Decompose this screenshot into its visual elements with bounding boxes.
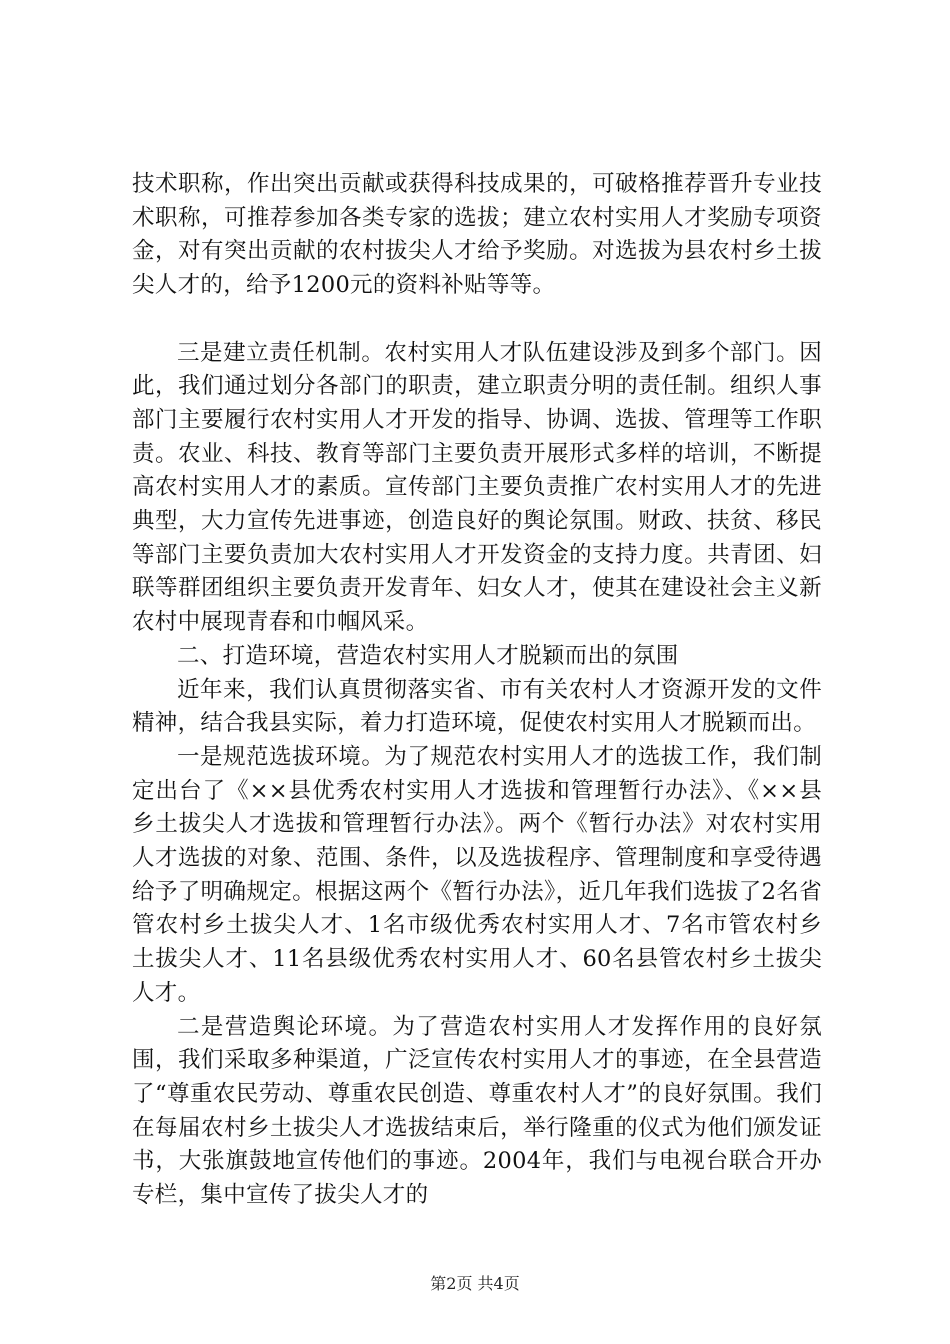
paragraph-continued: 技术职称，作出突出贡献或获得科技成果的，可破格推荐晋升专业技术职称，可推荐参加各类专家的选拔；建立农村实用人才奖励专项资金，对有突出贡献的农村拔尖人才给予奖励。对选拔为县农村乡土拔尖人才的，给予1200元的资料补贴等等。 <box>132 171 822 299</box>
document-body <box>132 168 822 1213</box>
section-heading: 二、打造环境，营造农村实用人才脱颖而出的氛围 <box>177 642 679 669</box>
paragraph-responsibility-mechanism: 三是建立责任机制。农村实用人才队伍建设涉及到多个部门。因此，我们通过划分各部门的职责，建立职责分明的责任制。组织人事部门主要履行农村实用人才开发的指导、协调、选拔、管理等工作职责。农业、科技、教育等部门主要负责开展形式多样的培训，不断提高农村实用人才的素质。宣传部门主要负责推广农村实用人才的先进典型，大力宣传先进事迹，创造良好的舆论氛围。财政、扶贫、移民等部门主要负责加大农村实用人才开发资金的支持力度。共青团、妇联等群团组织主要负责开发青年、妇女人才，使其在建设社会主义新农村中展现青春和巾帼风采。 <box>132 339 822 636</box>
page-number-footer: 第2页 共4页 <box>430 1274 520 1293</box>
paragraph-intro: 近年来，我们认真贯彻落实省、市有关农村人才资源开发的文件精神，结合我县实际，着力打造环境，促使农村实用人才脱颖而出。 <box>132 676 822 737</box>
paragraph-public-opinion-environment: 二是营造舆论环境。为了营造农村实用人才发挥作用的良好氛围，我们采取多种渠道，广泛宣传农村实用人才的事迹，在全县营造了“尊重农民劳动、尊重农民创造、尊重农村人才”的良好氛围。我们在每届农村乡土拔尖人才选拔结束后，举行隆重的仪式为他们颁发证书，大张旗鼓地宣传他们的事迹。2004年，我们与电视台联合开办专栏，集中宣传了拔尖人才的 <box>132 1013 822 1209</box>
paragraph-selection-environment: 一是规范选拔环境。为了规范农村实用人才的选拔工作，我们制定出台了《××县优秀农村实用人才选拔和管理暂行办法》、《××县乡土拔尖人才选拔和管理暂行办法》。两个《暂行办法》对农村实用人才选拔的对象、范围、条件，以及选拔程序、管理制度和享受待遇给予了明确规定。根据这两个《暂行办法》，近几年我们选拔了2名省管农村乡土拔尖人才、1名市级优秀农村实用人才、7名市管农村乡土拔尖人才、11名县级优秀农村实用人才、60名县管农村乡土拔尖人才。 <box>132 743 822 1006</box>
